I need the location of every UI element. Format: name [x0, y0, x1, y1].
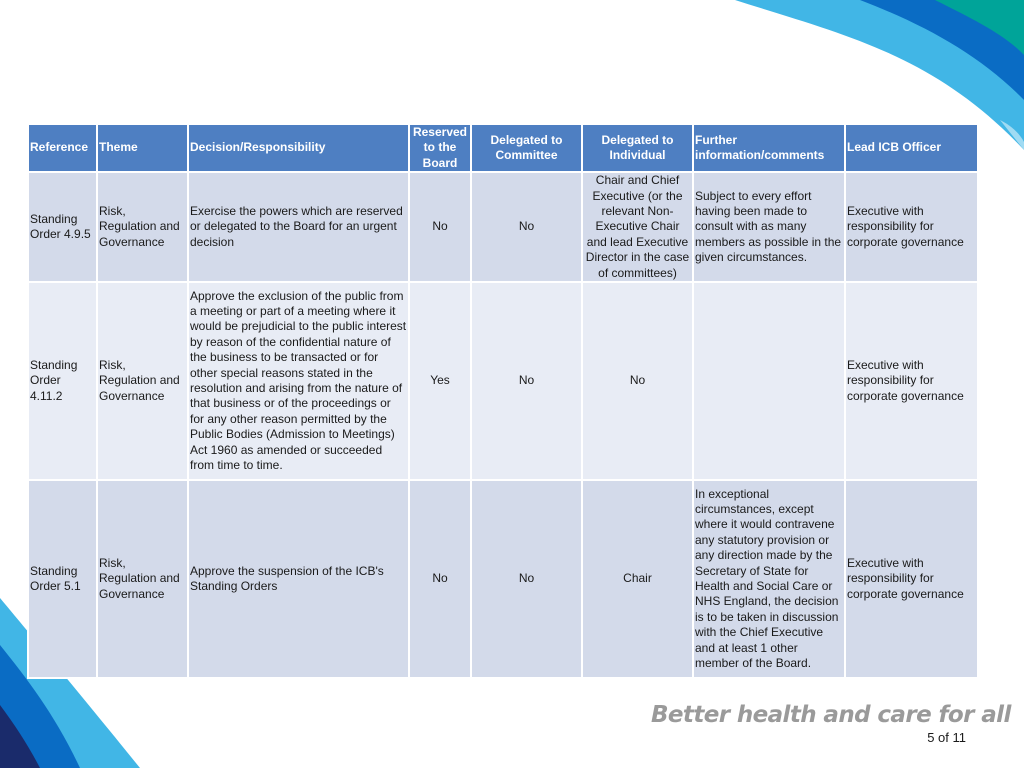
cell-officer: Executive with responsibility for corporate governance: [845, 480, 978, 678]
cell-officer: Executive with responsibility for corporate governance: [845, 282, 978, 480]
header-comments: Further information/comments: [693, 124, 845, 172]
table-header-row: [28, 124, 978, 172]
cell-individual: Chair and Chief Executive (or the relevant Non-Executive Chair and lead Executive Director in the case of committees): [582, 172, 693, 282]
header-reference: Reference: [28, 124, 97, 172]
cell-individual: Chair: [582, 480, 693, 678]
cell-comments: Subject to every effort having been made to consult with as many members as possible in the given circumstances.: [693, 172, 845, 282]
cell-committee: No: [471, 480, 582, 678]
cell-committee: No: [471, 282, 582, 480]
header-reserved: Reserved to the Board: [409, 124, 471, 172]
cell-reserved: No: [409, 172, 471, 282]
cell-decision: Approve the suspension of the ICB's Standing Orders: [188, 480, 409, 678]
table-row: [28, 480, 978, 678]
cell-reserved: No: [409, 480, 471, 678]
delegation-table: [27, 123, 979, 679]
header-officer: Lead ICB Officer: [845, 124, 978, 172]
cell-reserved: Yes: [409, 282, 471, 480]
cell-comments: In exceptional circumstances, except where it would contravene any statutory provision or any direction made by the Secretary of State for Health and Social Care or NHS England, the decision is to be taken in discussion with the Chief Executive and at least 1 other member of the Board.: [693, 480, 845, 678]
table-row: [28, 172, 978, 282]
header-decision: Decision/Responsibility: [188, 124, 409, 172]
nhs-tagline: Better health and care for all: [651, 702, 1011, 728]
cell-decision: Exercise the powers which are reserved or delegated to the Board for an urgent decision: [188, 172, 409, 282]
cell-theme: Risk, Regulation and Governance: [97, 282, 188, 480]
cell-reference: Standing Order 4.11.2: [28, 282, 97, 480]
cell-committee: No: [471, 172, 582, 282]
cell-officer: Executive with responsibility for corporate governance: [845, 172, 978, 282]
cell-individual: No: [582, 282, 693, 480]
header-individual: Delegated to Individual: [582, 124, 693, 172]
page-number: 5 of 11: [927, 730, 966, 745]
cell-theme: Risk, Regulation and Governance: [97, 480, 188, 678]
table-row: [28, 282, 978, 480]
cell-reference: Standing Order 4.9.5: [28, 172, 97, 282]
header-theme: Theme: [97, 124, 188, 172]
cell-theme: Risk, Regulation and Governance: [97, 172, 188, 282]
cell-decision: Approve the exclusion of the public from a meeting or part of a meeting where it would be prejudicial to the public interest by reason of the confidential nature of the business to be transacted or for other special reasons stated in the resolution and arising from the nature of that business or of the proceedings or for any other reason permitted by the Public Bodies (Admission to Meetings) Act 1960 as amended or succeeded from time to time.: [188, 282, 409, 480]
cell-comments: [693, 282, 845, 480]
cell-reference: Standing Order 5.1: [28, 480, 97, 678]
header-committee: Delegated to Committee: [471, 124, 582, 172]
